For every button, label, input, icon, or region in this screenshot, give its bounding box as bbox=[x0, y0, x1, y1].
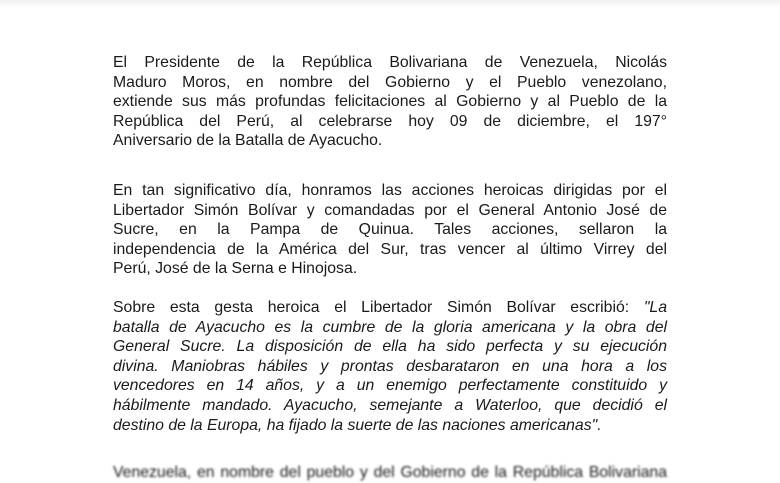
paragraph-2-line: independencia de la América del Sur, tras vencer al último Virrey del bbox=[113, 240, 667, 258]
paragraph-2-line: Sucre, en la Pampa de Quinua. Tales acciones, sellaron la bbox=[113, 221, 667, 239]
quote-line: batalla de Ayacucho es la cumbre de la gloria americana y la obra del bbox=[113, 318, 667, 336]
paragraph-2-line: En tan significativo día, honramos las acciones heroicas dirigidas por el bbox=[113, 182, 667, 199]
paragraph-1-line: extiende sus más profundas felicitaciones al Gobierno y al Pueblo de la bbox=[113, 93, 667, 111]
quote-line: General Sucre. La disposición de ella ha sido perfecta y su ejecución bbox=[113, 338, 667, 356]
paragraph-1-line: Maduro Moros, en nombre del Gobierno y el Pueblo venezolano, bbox=[113, 73, 667, 91]
paragraph-3 bbox=[113, 298, 667, 435]
paragraph-2-line: Perú, José de la Serna e Hinojosa. bbox=[113, 260, 358, 278]
paragraph-2 bbox=[113, 181, 667, 279]
quote-start: "La bbox=[643, 299, 667, 316]
quote-line: hábilmente mandado. Ayacucho, semejante a Waterloo, que decidió el bbox=[113, 396, 667, 414]
paragraph-1 bbox=[113, 53, 667, 151]
paragraph-3-line bbox=[113, 298, 667, 318]
quote-line: divina. Maniobras hábiles y prontas desbarataron en una hora a los bbox=[113, 357, 667, 375]
paragraph-2-line: Libertador Simón Bolívar y comandadas por el General Antonio José de bbox=[113, 201, 667, 219]
quote-line: vencedores en 14 años, y a un enemigo perfectamente constituido y bbox=[113, 377, 667, 395]
paragraph-1-line: Aniversario de la Batalla de Ayacucho. bbox=[113, 132, 383, 150]
paragraph-1-line: República del Perú, al celebrarse hoy 09 de diciembre, el 197° bbox=[113, 112, 667, 130]
paragraph-1-line: El Presidente de la República Bolivariana de Venezuela, Nicolás bbox=[113, 54, 667, 71]
paragraph-3-intro: Sobre esta gesta heroica el Libertador Simón Bolívar escribió: bbox=[113, 299, 644, 316]
quote-line: destino de la Europa, ha fijado la suerte de las naciones americanas". bbox=[113, 416, 602, 434]
paragraph-4-partial bbox=[113, 463, 667, 483]
top-shadow bbox=[0, 0, 780, 8]
paragraph-4-line: Venezuela, en nombre del pueblo y del Gobierno de la República Bolivariana bbox=[113, 464, 667, 481]
